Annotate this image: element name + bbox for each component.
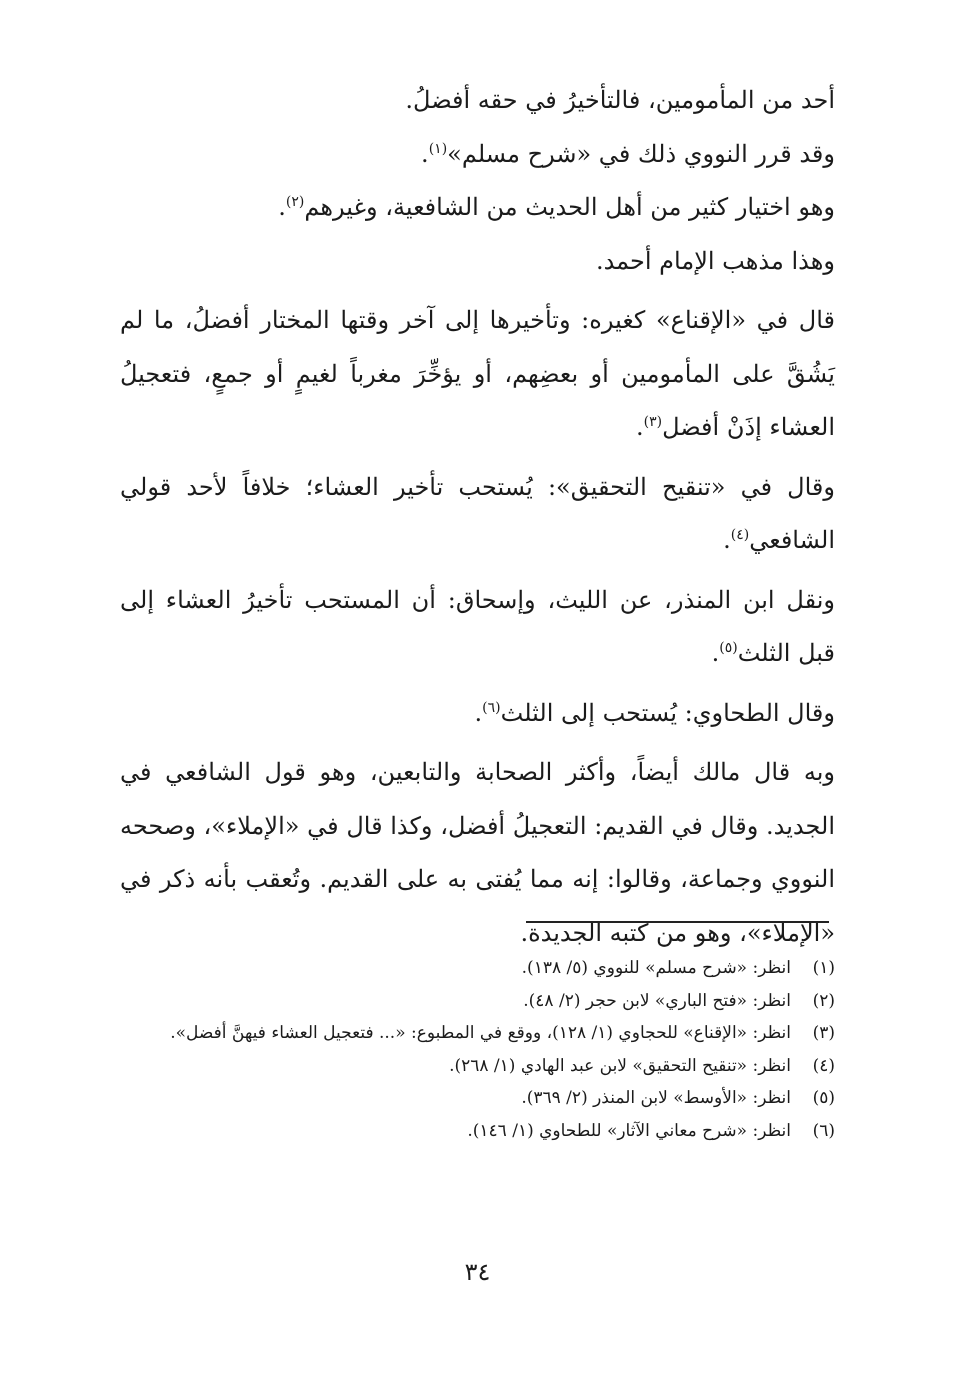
footnote-ref: (٥) [719,640,738,656]
footnote-text: انظر: «شرح مسلم» للنووي (٥/ ١٣٨). [521,958,791,978]
footnote-number: (٥) [812,1088,835,1108]
footnote [120,985,835,1018]
footnote-text: انظر: «فتح الباري» لابن حجر (٢/ ٤٨). [523,990,791,1011]
page-number: ٣٤ [464,1258,491,1286]
footnote-ref: (٣) [643,414,663,430]
footnote-text: انظر: «شرح معاني الآثار» للطحاوي (١/ ١٤٦). [467,1120,791,1141]
paragraph: وبه قال مالك أيضاً، وأكثر الصحابة والتابعين، وهو قول الشافعي في الجديد. وقال في القديم: التعجيلُ أفضل، وكذا قال في «الإملاء»، وصححه النووي وجماعة، وقالوا: إنه مما يُفتى به على القديم. وتُعقب بأنه ذكر في «الإملاء»، وهو من كتبه الجديدة. [120,758,836,947]
paragraph: وقال في «تنقيح التحقيق»: يُستحب تأخير العشاء؛ خلافاً لأحد قولي الشافعي$^{(٤)}$. [120,472,835,554]
footnote-text: انظر: «الأوسط» لابن المنذر (٢/ ٣٦٩). [521,1088,791,1108]
main-text [120,74,835,960]
footnote [120,1050,835,1083]
paragraph: ونقل ابن المنذر، عن الليث، وإسحاق: أن المستحب تأخيرُ العشاء إلى قبل الثلث$^{(٥)}$. [120,585,835,667]
footnote-number: (١) [812,958,835,978]
footnote-text: انظر: «الإقناع» للحجاوي (١/ ١٢٨)، ووقع في المطبوع: «... فتعجيل العشاء فيهنَّ أفضل». [170,1023,791,1043]
footnote-ref: (٦) [482,699,501,716]
footnote [120,1082,835,1115]
paragraph: وهو اختيار كثير من أهل الحديث من الشافعية، وغيرهم$^{(٢)}$. [278,193,835,221]
footnote-divider [526,921,829,923]
footnote-ref: (٢) [285,194,305,210]
footnote-ref: (١) [428,140,448,157]
footnote [120,952,835,985]
footnote-number: (٣) [812,1023,835,1043]
footnotes [120,952,835,1147]
footnote-number: (٤) [812,1055,835,1076]
footnote-number: (٢) [812,990,835,1011]
footnote-number: (٦) [812,1120,835,1141]
paragraph: وقد قرر النووي ذلك في «شرح مسلم»$^{(١)}$. [421,139,835,168]
footnote [120,1017,835,1050]
paragraph: وقال الطحاوي: يُستحب إلى الثلث$^{(٦)}$. [474,698,835,727]
paragraph: أحد من المأمومين، فالتأخيرُ في حقه أفضلُ. [405,86,835,114]
footnote-ref: (٤) [730,527,750,543]
footnote-text: انظر: «تنقيح التحقيق» لابن عبد الهادي (١/ ٢٦٨). [449,1055,791,1076]
footnote [120,1115,835,1148]
paragraph: قال في «الإقناع» كغيره: وتأخيرها إلى آخر وقتها المختار أفضلُ، ما لم يَشُقَّ على المأمومين أو بعضِهم، أو يؤخِّرَ مغرباً لغيمٍ أو جمعٍ، فتعجيلُ العشاء إذَنْ أفضل$^{(٣)}$. [120,306,835,441]
paragraph: وهذا مذهب الإمام أحمد. [595,246,835,275]
